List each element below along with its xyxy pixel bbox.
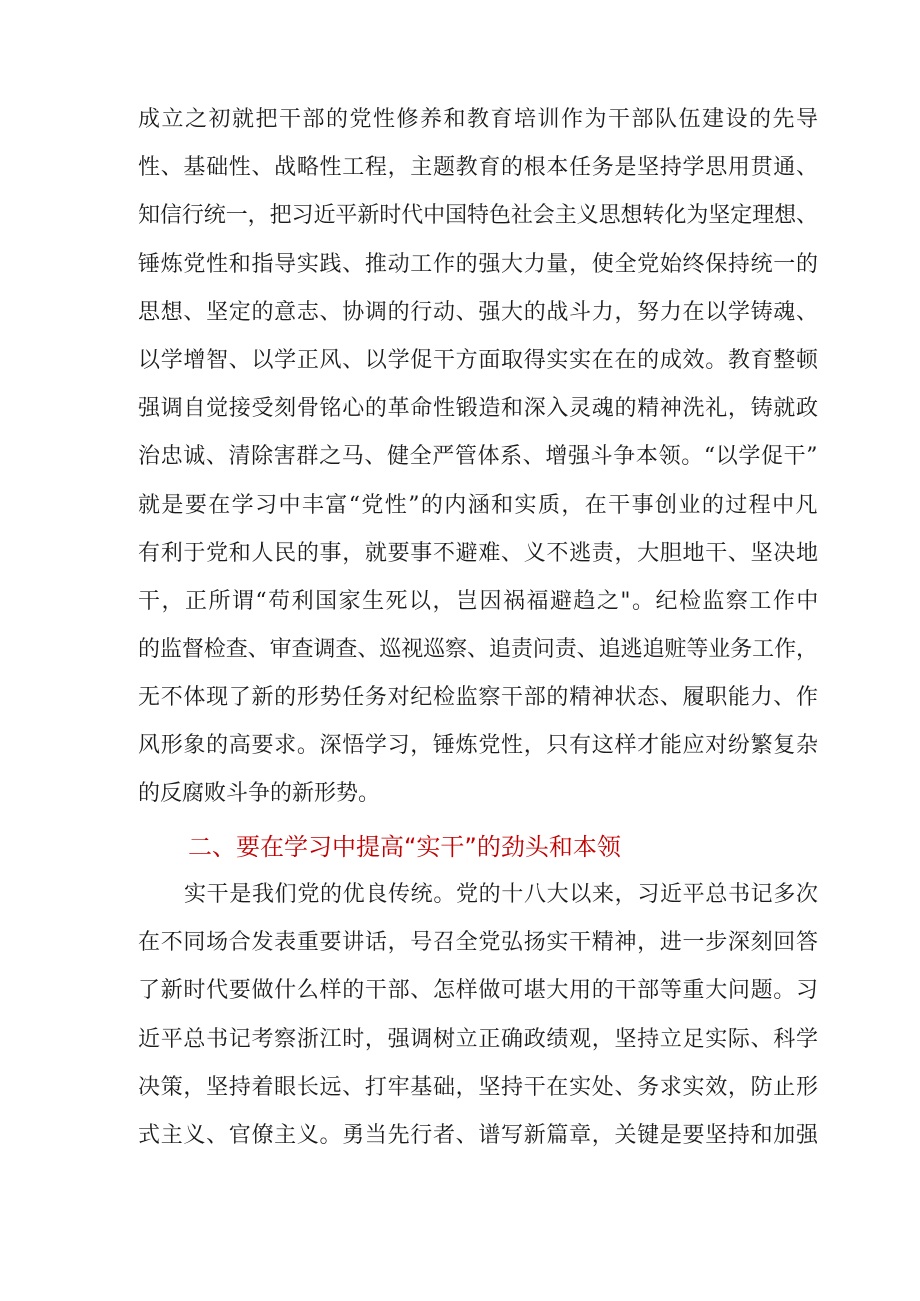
section-heading: 二、要在学习中提高“实干”的劲头和本领 xyxy=(188,833,621,861)
text-line: 决策，坚持着眼长远、打牢基础，坚持干在实处、务求实效，防止形 xyxy=(138,1075,819,1100)
text-line: 在不同场合发表重要讲话，号召全党弘扬实干精神，进一步深刻回答 xyxy=(138,930,819,955)
text-line: 知信行统一，把习近平新时代中国特色社会主义思想转化为坚定理想、 xyxy=(138,203,818,228)
text-line: 强调自觉接受刻骨铭心的革命性锻造和深入灵魂的精神洗礼，铸就政 xyxy=(138,396,819,421)
text-line: 就是要在学习中丰富“党性”的内涵和实质，在干事创业的过程中凡 xyxy=(138,493,819,518)
text-line: 成立之初就把干部的党性修养和教育培训作为干部队伍建设的先导 xyxy=(138,107,820,132)
text-line: 锤炼党性和指导实践、推动工作的强大力量，使全党始终保持统一的 xyxy=(138,252,819,277)
text-line: 无不体现了新的形势任务对纪检监察干部的精神状态、履职能力、作 xyxy=(138,685,819,710)
text-line: 风形象的高要求。深悟学习，锤炼党性，只有这样才能应对纷繁复杂 xyxy=(138,733,819,758)
text-line: 有利于党和人民的事，就要事不避难、义不逃责，大胆地干、坚决地 xyxy=(138,541,819,566)
text-line: 的反腐败斗争的新形势。 xyxy=(138,781,381,806)
text-line: 以学增智、以学正风、以学促干方面取得实实在在的成效。教育整顿 xyxy=(138,348,819,373)
text-line: 式主义、官僚主义。勇当先行者、谱写新篇章，关键是要坚持和加强 xyxy=(138,1123,819,1148)
text-line: 性、基础性、战略性工程，主题教育的根本任务是坚持学思用贯通、 xyxy=(138,155,819,180)
text-line: 实干是我们党的优良传统。党的十八大以来，习近平总书记多次 xyxy=(184,882,819,907)
text-line: 干，正所谓“苟利国家生死以，岂因祸福避趋之"。纪检监察工作中 xyxy=(138,589,820,614)
text-line: 治忠诚、清除害群之马、健全严管体系、增强斗争本领。“以学促干” xyxy=(138,444,819,469)
text-line: 近平总书记考察浙江时，强调树立正确政绩观，坚持立足实际、科学 xyxy=(138,1027,819,1052)
text-line: 的监督检查、审查调查、巡视巡察、追责问责、追逃追赃等业务工作， xyxy=(138,637,818,662)
text-line: 思想、坚定的意志、协调的行动、强大的战斗力，努力在以学铸魂、 xyxy=(138,300,819,325)
text-line: 了新时代要做什么样的干部、怎样做可堪大用的干部等重大问题。习 xyxy=(138,978,819,1003)
